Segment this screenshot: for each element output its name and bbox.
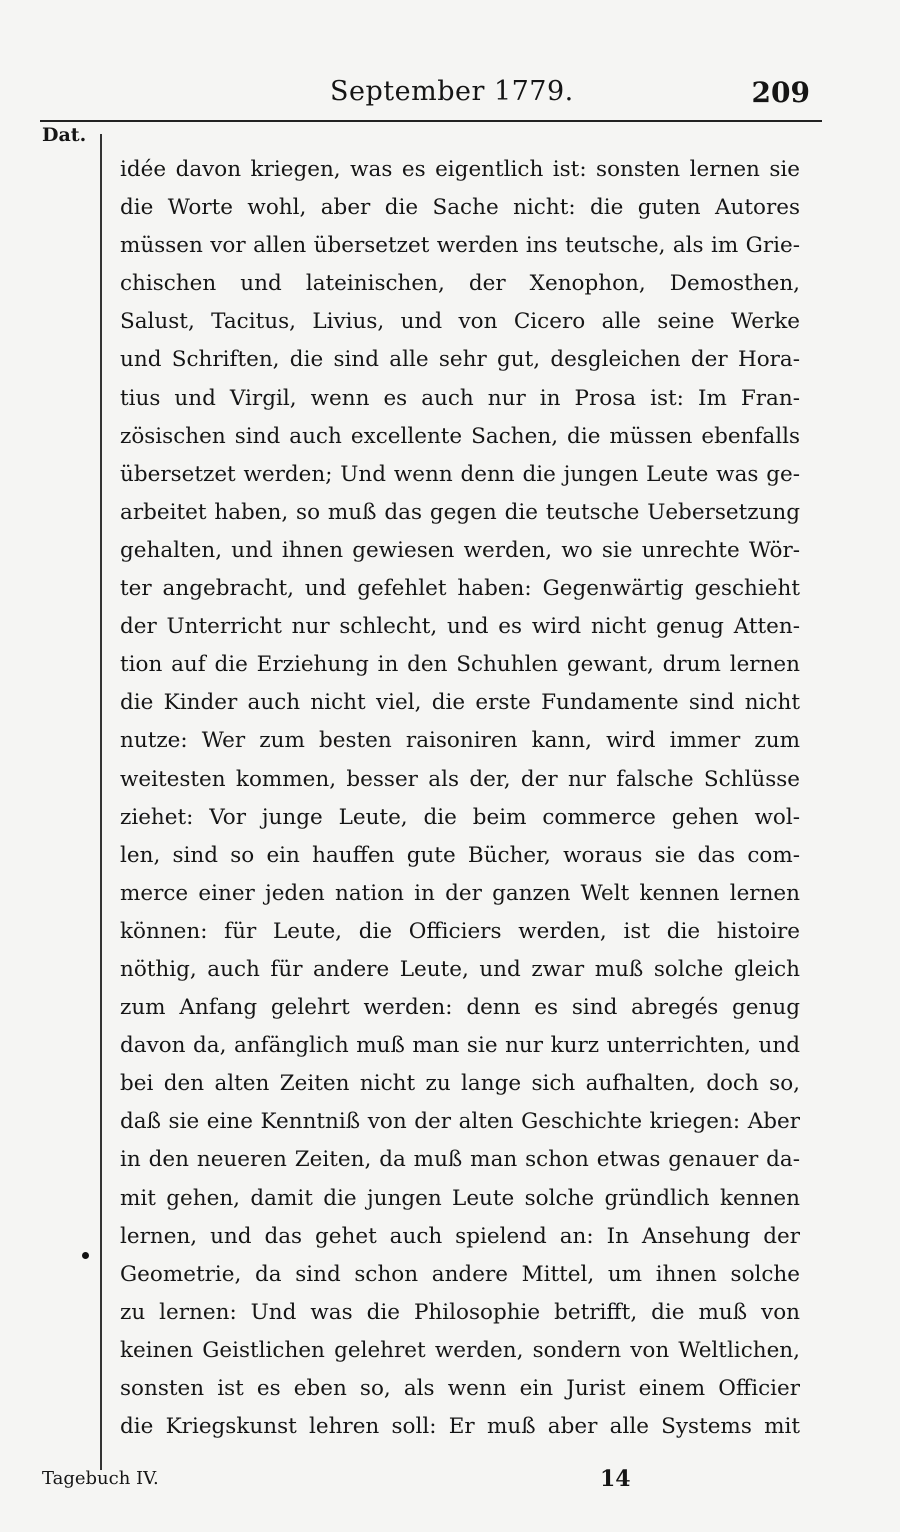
signature-mark: 14 — [600, 1466, 631, 1492]
text-line: die Kriegskunst lehren soll: Er muß aber alle Systems mit — [120, 1414, 800, 1440]
text-line: und Schriften, die sind alle sehr gut, desgleichen der Hora- — [120, 347, 800, 373]
running-title: September 1779. — [330, 76, 574, 107]
text-line: keinen Geistlichen gelehret werden, sondern von Weltlichen, — [120, 1337, 800, 1363]
text-line: übersetzet werden; Und wenn denn die jungen Leute was ge- — [120, 461, 800, 487]
text-line: arbeitet haben, so muß das gegen die teutsche Uebersetzung — [120, 499, 800, 525]
margin-mark — [82, 1252, 89, 1259]
text-line: bei den alten Zeiten nicht zu lange sich aufhalten, doch so, — [120, 1071, 800, 1097]
text-line: gehalten, und ihnen gewiesen werden, wo sie unrechte Wör- — [120, 537, 800, 563]
text-line: idée davon kriegen, was es eigentlich ist: sonsten lernen sie — [120, 157, 800, 182]
text-line: nutze: Wer zum besten raisoniren kann, wird immer zum — [120, 728, 800, 754]
text-line: sonsten ist es eben so, als wenn ein Jurist einem Officier — [120, 1376, 800, 1401]
text-line: zösischen sind auch excellente Sachen, die müssen ebenfalls — [120, 423, 800, 449]
running-header — [40, 72, 820, 116]
text-line: können: für Leute, die Officiers werden, ist die histoire — [120, 918, 800, 944]
text-line: nöthig, auch für andere Leute, und zwar muß solche gleich — [120, 956, 800, 982]
text-line: zum Anfang gelehrt werden: denn es sind abregés genug — [120, 995, 800, 1021]
text-line: ziehet: Vor junge Leute, die beim commerce gehen wol- — [120, 804, 800, 830]
text-line: der Unterricht nur schlecht, und es wird nicht genug Atten- — [120, 614, 800, 640]
page-number: 209 — [751, 76, 810, 109]
text-line: lernen, und das gehet auch spielend an: In Ansehung der — [120, 1223, 800, 1249]
text-line: in den neueren Zeiten, da muß man schon etwas genauer da- — [120, 1147, 800, 1173]
text-line: tion auf die Erziehung in den Schuhlen gewant, drum lernen — [120, 652, 800, 678]
text-line: davon da, anfänglich muß man sie nur kurz unterrichten, und — [120, 1033, 800, 1059]
text-line: weitesten kommen, besser als der, der nur falsche Schlüsse — [120, 766, 800, 792]
margin-rule — [100, 134, 102, 1470]
text-line: daß sie eine Kenntniß von der alten Geschichte kriegen: Aber — [120, 1109, 800, 1135]
text-line: merce einer jeden nation in der ganzen Welt kennen lernen — [120, 880, 800, 906]
text-line: ter angebracht, und gefehlet haben: Gegenwärtig geschieht — [120, 576, 800, 602]
text-line: müssen vor allen übersetzet werden ins teutsche, als im Grie- — [120, 233, 800, 259]
footer-title: Tagebuch IV. — [42, 1468, 159, 1489]
text-line: zu lernen: Und was die Philosophie betrifft, die muß von — [120, 1299, 800, 1325]
text-line: tius und Virgil, wenn es auch nur in Prosa ist: Im Fran- — [120, 385, 800, 411]
text-line: mit gehen, damit die jungen Leute solche gründlich kennen — [120, 1185, 800, 1211]
text-line: die Worte wohl, aber die Sache nicht: die guten Autores — [120, 195, 800, 221]
body-text — [120, 151, 800, 1446]
text-line: chischen und lateinischen, der Xenophon, Demosthen, — [120, 271, 800, 297]
margin-label: Dat. — [42, 124, 87, 146]
text-line: die Kinder auch nicht viel, die erste Fundamente sind nicht — [120, 690, 800, 716]
text-line: Geometrie, da sind schon andere Mittel, um ihnen solche — [120, 1261, 800, 1287]
text-line: Salust, Tacitus, Livius, und von Cicero alle seine Werke — [120, 309, 800, 335]
text-line: len, sind so ein hauffen gute Bücher, woraus sie das com- — [120, 842, 800, 868]
header-rule — [40, 120, 822, 122]
